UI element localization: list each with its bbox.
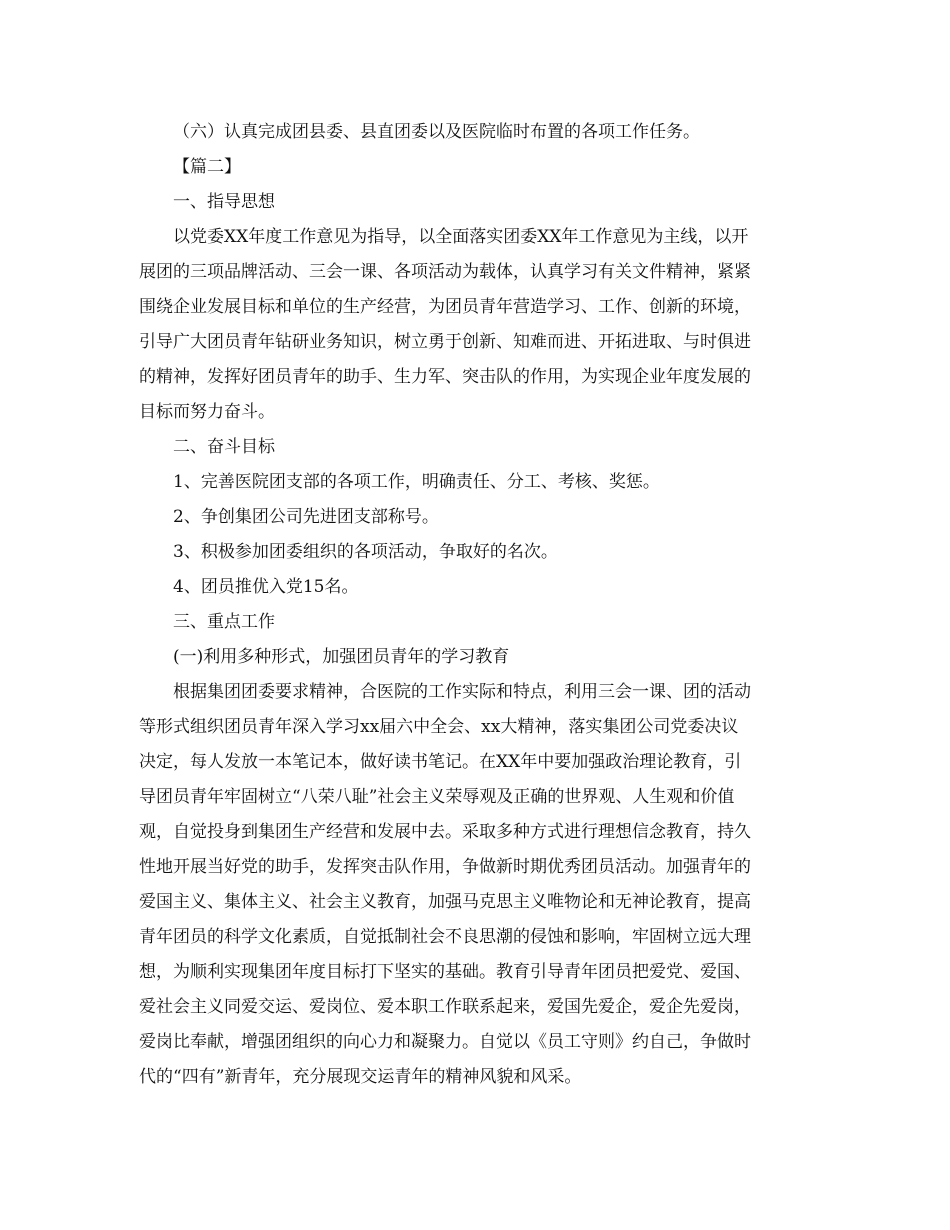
paragraph-line: 决定，每人发放一本笔记本，做好读书笔记。在XX年中要加强政治理论教育，引 [139, 752, 742, 772]
section-heading-part-two: 【篇二】 [173, 157, 241, 177]
list-item-goal-4: 4、团员推优入党15名。 [173, 577, 359, 597]
paragraph-line: 等形式组织团员青年深入学习xx届六中全会、xx大精神，落实集团公司党委决议 [139, 717, 739, 737]
paragraph-line: 以党委XX年度工作意见为指导，以全面落实团委XX年工作意见为主线，以开 [173, 227, 749, 247]
paragraph-line: 想，为顺利实现集团年度目标打下坚实的基础。教育引导青年团员把爱党、爱国、 [139, 962, 751, 982]
list-item-goal-1: 1、完善医院团支部的各项工作，明确责任、分工、考核、奖惩。 [173, 472, 660, 492]
heading-key-work: 三、重点工作 [173, 612, 275, 632]
paragraph-line: 的精神，发挥好团员青年的助手、生力军、突击队的作用，为实现企业年度发展的 [139, 367, 751, 387]
paragraph-line: 代的“四有”新青年，充分展现交运青年的精神风貌和风采。 [139, 1067, 582, 1087]
paragraph-line: 目标而努力奋斗。 [139, 402, 275, 422]
paragraph-task-six: （六）认真完成团县委、县直团委以及医院临时布置的各项工作任务。 [173, 122, 700, 142]
paragraph-line: 根据集团团委要求精神，合医院的工作实际和特点，利用三会一课、团的活动 [173, 682, 751, 702]
paragraph-line: 性地开展当好党的助手，发挥突击队作用，争做新时期优秀团员活动。加强青年的 [139, 857, 751, 877]
subheading-study-education: (一)利用多种形式，加强团员青年的学习教育 [173, 647, 510, 667]
paragraph-line: 围绕企业发展目标和单位的生产经营，为团员青年营造学习、工作、创新的环境， [139, 297, 751, 317]
paragraph-line: 展团的三项品牌活动、三会一课、各项活动为载体，认真学习有关文件精神，紧紧 [139, 262, 751, 282]
paragraph-line: 爱岗比奉献，增强团组织的向心力和凝聚力。自觉以《员工守则》约自己，争做时 [139, 1032, 751, 1052]
paragraph-line: 观，自觉投身到集团生产经营和发展中去。采取多种方式进行理想信念教育，持久 [139, 822, 751, 842]
document-body [139, 115, 819, 1095]
paragraph-line: 爱国主义、集体主义、社会主义教育，加强马克思主义唯物论和无神论教育，提高 [139, 892, 751, 912]
list-item-goal-2: 2、争创集团公司先进团支部称号。 [173, 507, 439, 527]
list-item-goal-3: 3、积极参加团委组织的各项活动，争取好的名次。 [173, 542, 558, 562]
paragraph-line: 爱社会主义同爱交运、爱岗位、爱本职工作联系起来，爱国先爱企，爱企先爱岗， [139, 997, 751, 1017]
paragraph-line: 导团员青年牢固树立“八荣八耻”社会主义荣辱观及正确的世界观、人生观和价值 [139, 787, 735, 807]
heading-goals: 二、奋斗目标 [173, 437, 275, 457]
paragraph-line: 青年团员的科学文化素质，自觉抵制社会不良思潮的侵蚀和影响，牢固树立远大理 [139, 927, 751, 947]
paragraph-line: 引导广大团员青年钻研业务知识，树立勇于创新、知难而进、开拓进取、与时俱进 [139, 332, 751, 352]
heading-guiding-ideology: 一、指导思想 [173, 192, 275, 212]
